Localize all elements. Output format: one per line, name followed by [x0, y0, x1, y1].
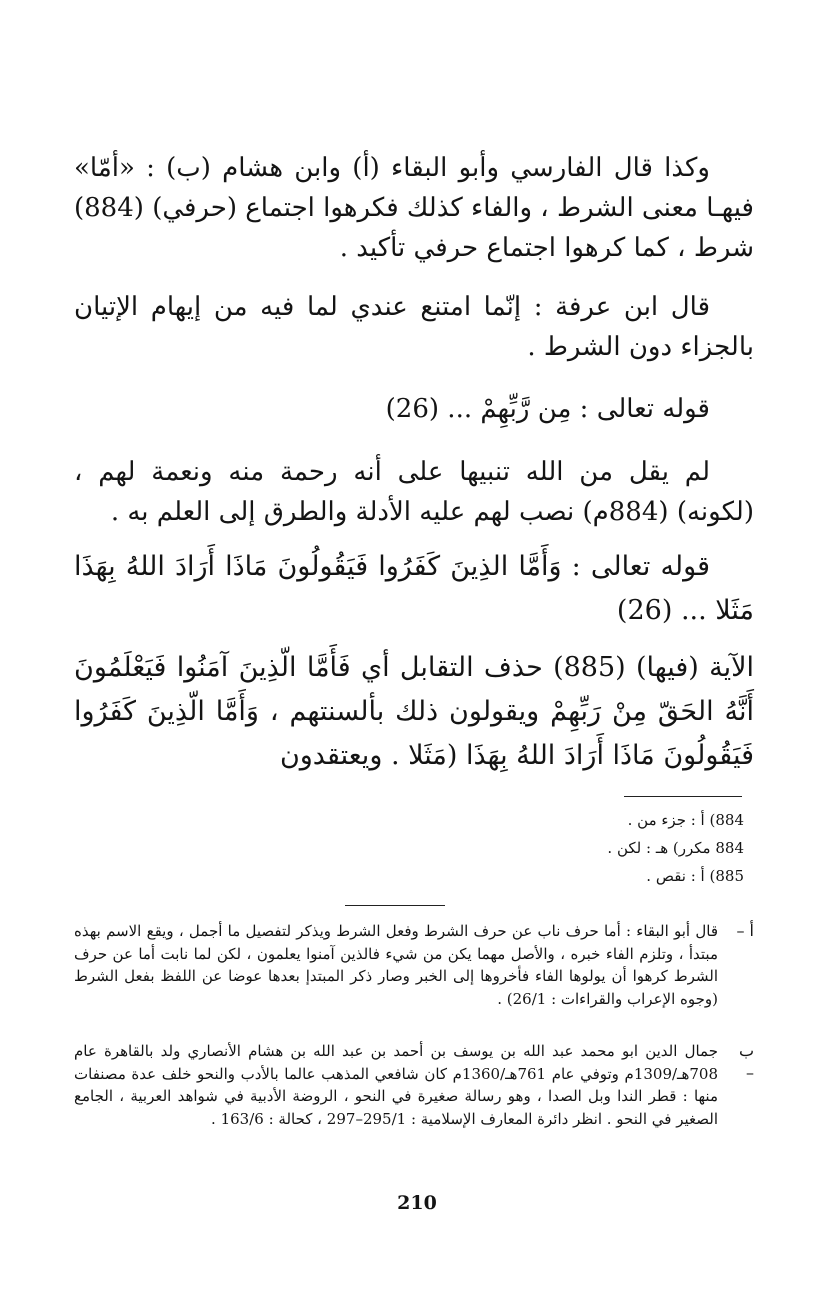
paragraph-1 — [74, 148, 754, 268]
paragraph-6-text — [74, 646, 754, 778]
paragraph-3-text — [74, 389, 754, 429]
paragraph-5 — [74, 545, 754, 633]
paragraph-3 — [74, 389, 754, 429]
note-884-repeat: 884 مكرر) هـ : لكن . — [607, 839, 744, 857]
paragraph-5-text — [74, 545, 754, 633]
paragraph-6 — [74, 646, 754, 778]
footnote-b-text: جمال الدين ابو محمد عبد الله بن يوسف بن أحمد بن عبد الله بن هشام الأنصاري ولد بالقاهرة عام 708هـ/1309م وتوفي عام 761هـ/1360م كان شافعي المذهب عالما بالأدب والنحو خلف عدة مصنفات منها : قطر الندا وبل الصدا ، وهو رسالة صغيرة في النحو ، الروضة الأدبية في شواهد العربية ، الجامع الصغير في النحو . انظر دائرة المعارف الإسلامية : 295/1–297 ، كحالة : 163/6 . — [74, 1042, 718, 1128]
paragraph-1-content: وكذا قال الفارسي وأبو البقاء (أ) وابن هشام (ب) : «أمّا» فيهـا معنى الشرط ، والفاء كذلك فكرهوا اجتماع (حرفي) (884) شرط ، كما كرهوا اجتماع حرفي تأكيد . — [73, 153, 754, 263]
paragraph-4-text — [74, 452, 754, 532]
paragraph-1-text — [74, 148, 754, 268]
footnote-b — [74, 1040, 754, 1130]
paragraph-6-content: الآية (فيها) (885) حذف التقابل أي فَأَمَّا الّذِينَ آمَنُوا فَيَعْلَمُونَ أَنَّهُ الحَقّ مِنْ رَبِّهِمْ ويقولون ذلك بألسنتهم ، وَأَمَّا الّذِينَ كَفَرُوا فَيَقُولُونَ مَاذَا أَرَادَ اللهُ بِهَذَا (مَثَلا . ويعتقدون — [74, 652, 754, 771]
paragraph-3-content: قوله تعالى : مِن رَّبِّهِمْ ... (26) — [385, 394, 710, 424]
notes-divider — [624, 796, 742, 797]
footnotes-divider — [345, 905, 445, 906]
footnote-a — [74, 920, 754, 1010]
paragraph-2-text — [74, 287, 754, 367]
note-884: 884) أ : جزء من . — [627, 811, 744, 829]
page-number: 210 — [397, 1192, 437, 1214]
paragraph-2 — [74, 287, 754, 367]
footnote-b-label: ب – — [738, 1041, 754, 1082]
paragraph-5-content: قوله تعالى : وَأَمَّا الذِينَ كَفَرُوا فَيَقُولُونَ مَاذَا أَرَادَ اللهُ بِهَذَا مَثَلا ... (26) — [74, 551, 754, 626]
paragraph-4-content: لم يقل من الله تنبيها على أنه رحمة منه ونعمة لهم ، (لكونه) (884م) نصب لهم عليه الأدلة والطرق إلى العلم به . — [74, 457, 754, 527]
note-885: 885) أ : نقص . — [646, 867, 744, 885]
paragraph-2-content: قال ابن عرفة : إنّما امتنع عندي لما فيه من إيهام الإتيان بالجزاء دون الشرط . — [74, 292, 754, 362]
footnote-a-label: أ – — [736, 921, 754, 940]
variant-notes — [420, 806, 744, 890]
footnote-a-text: قال أبو البقاء : أما حرف ناب عن حرف الشرط وفعل الشرط ويذكر لتفصيل ما أجمل ، ويقع الاسم بهذه مبتدأ ، وتلزم الفاء خبره ، والأصل مهما يكن من شيء فالذين آمنوا يعلمون ، لكن لما نابت أما عن حرف الشرط كرهوا أن يولوها الفاء فأخروها إلى الخبر وصار ذكر المبتدإ بعدها عوضا عن اللفظ بفعل الشرط (وجوه الإعراب والقراءات : 26/1) . — [74, 922, 718, 1008]
paragraph-4 — [74, 452, 754, 532]
